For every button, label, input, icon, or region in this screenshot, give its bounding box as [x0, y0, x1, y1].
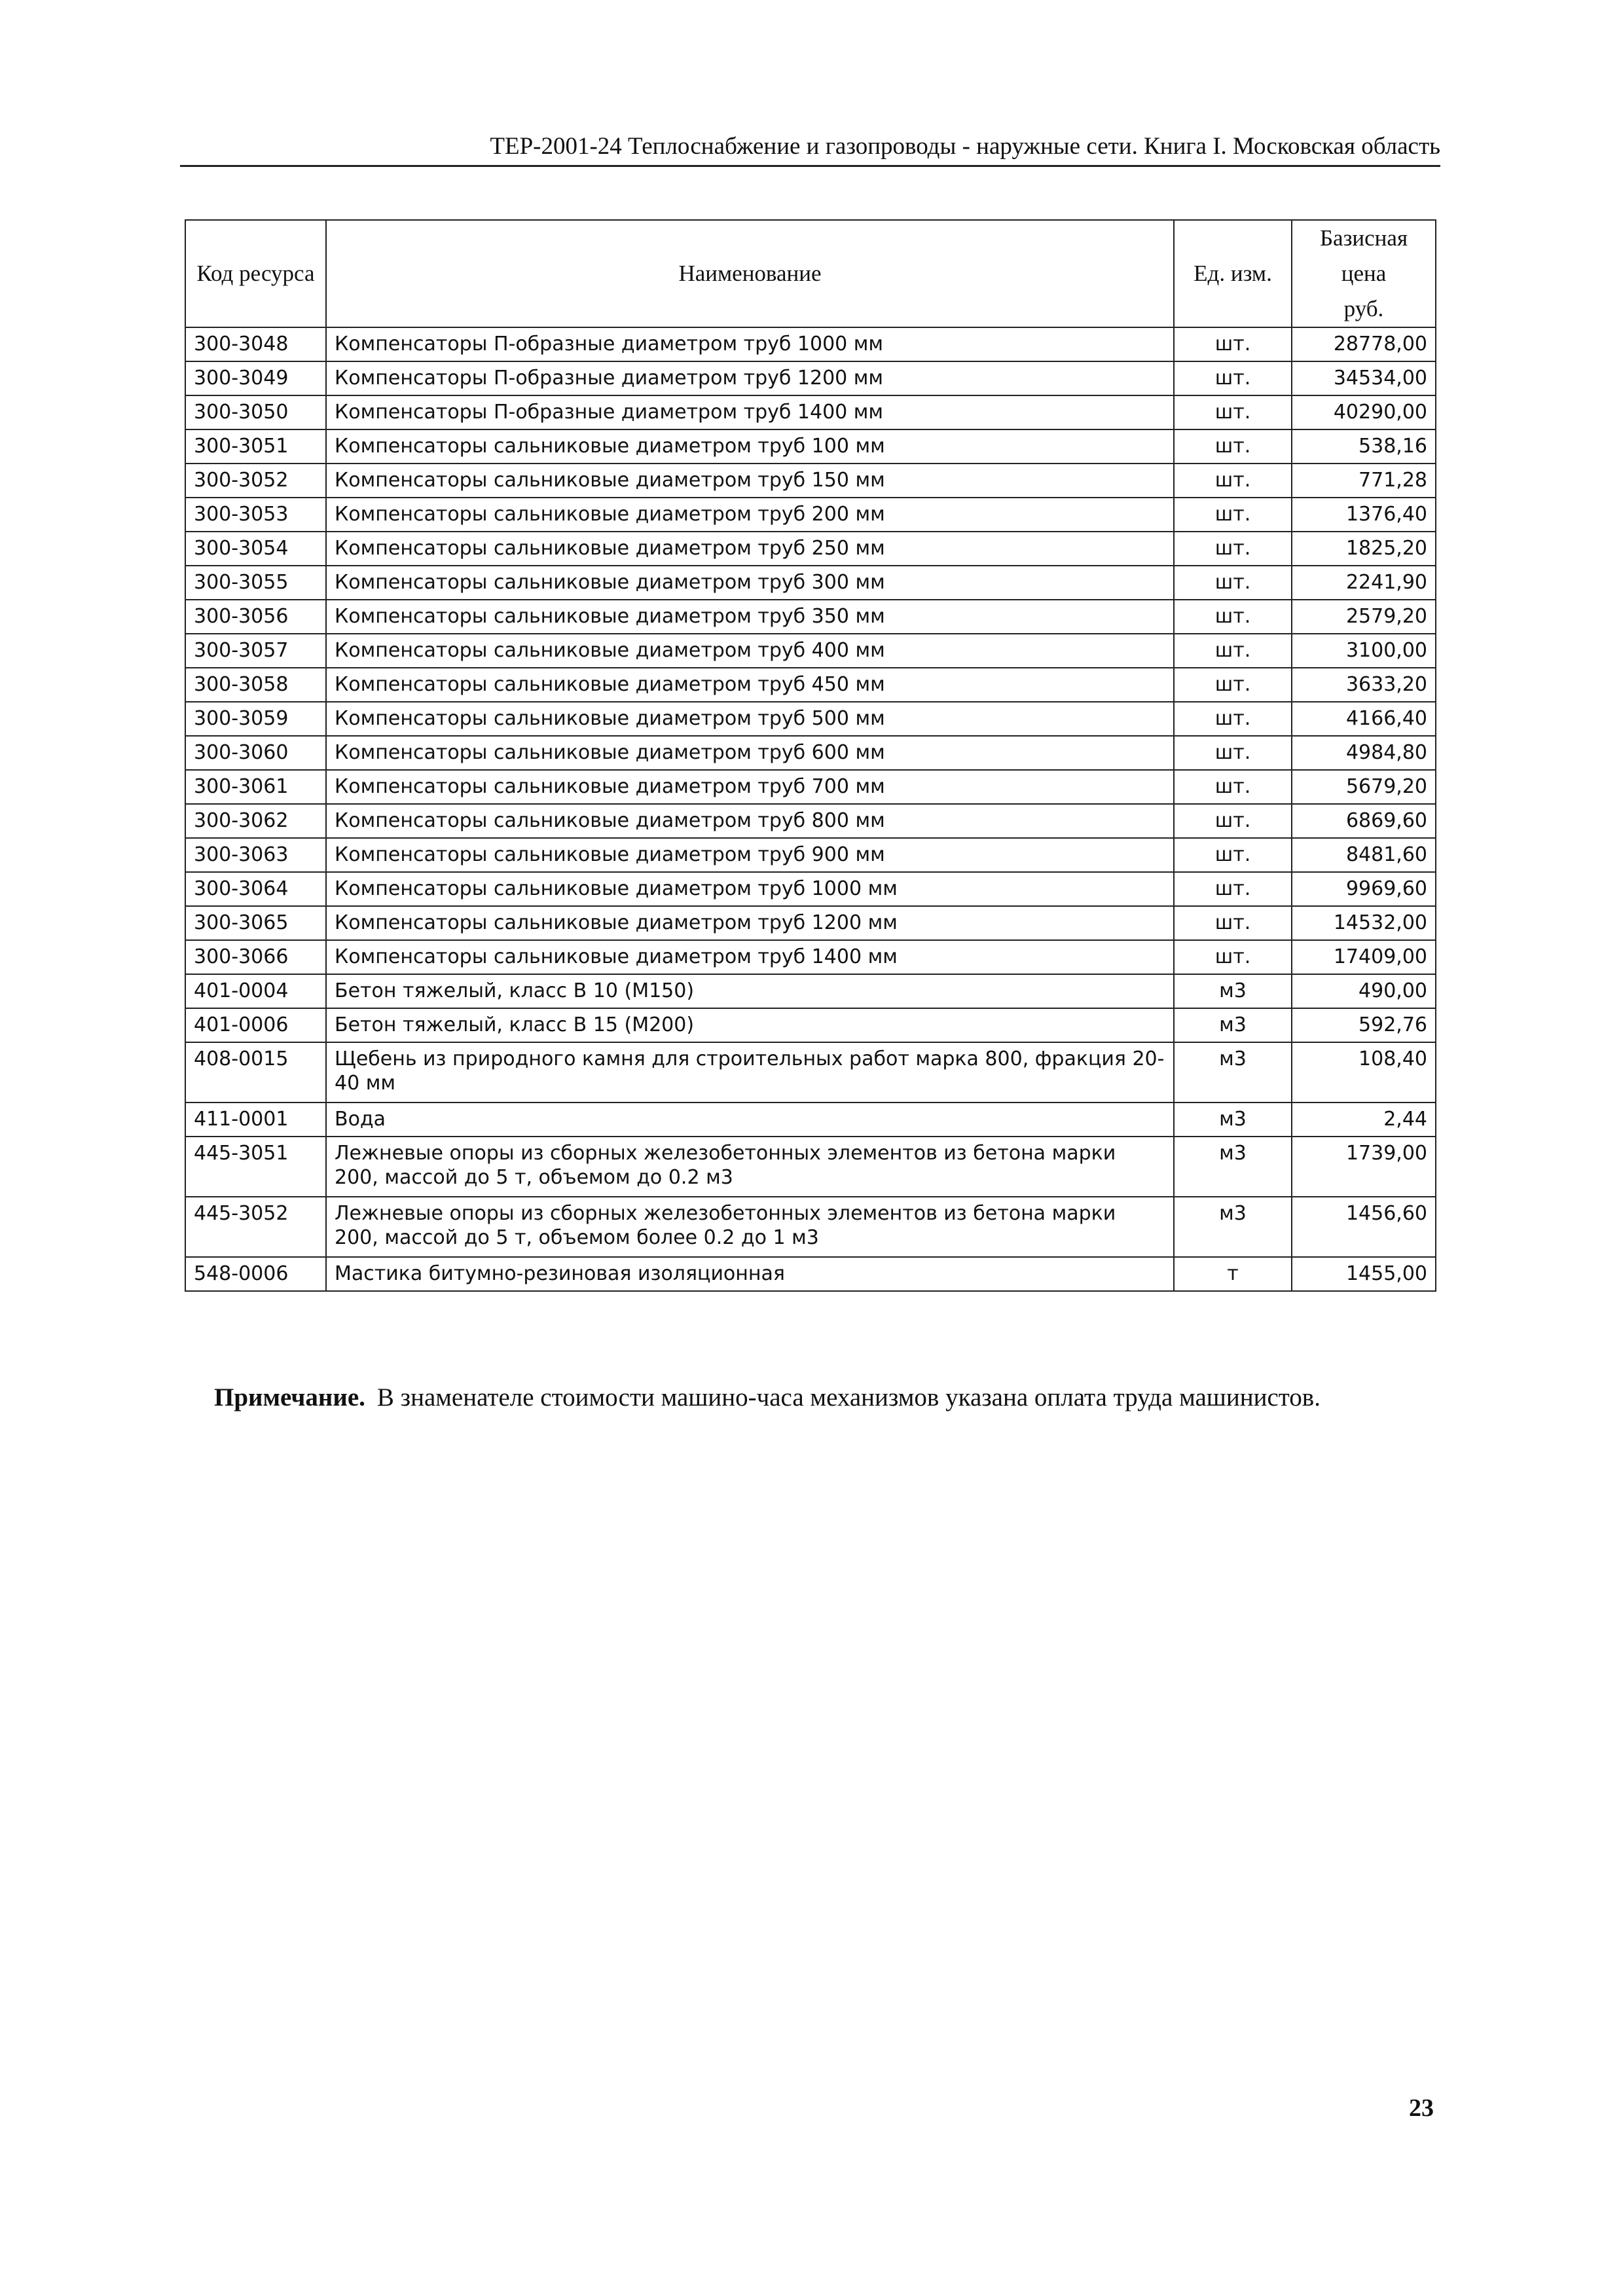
- cell-price: 28778,00: [1292, 327, 1436, 361]
- cell-code: 445-3052: [185, 1197, 326, 1257]
- cell-code: 300-3052: [185, 464, 326, 498]
- cell-price: 2241,90: [1292, 566, 1436, 600]
- cell-unit: шт.: [1174, 464, 1292, 498]
- cell-price: 1825,20: [1292, 532, 1436, 566]
- cell-price: 8481,60: [1292, 838, 1436, 872]
- table-row: [185, 804, 1436, 838]
- cell-unit: шт.: [1174, 736, 1292, 770]
- table-row: [185, 429, 1436, 464]
- cell-unit: шт.: [1174, 327, 1292, 361]
- cell-name: Компенсаторы П-образные диаметром труб 1200 мм: [326, 361, 1174, 395]
- cell-unit: м3: [1174, 974, 1292, 1008]
- cell-name: Бетон тяжелый, класс В 15 (М200): [326, 1008, 1174, 1042]
- column-header-code: Код ресурса: [185, 220, 326, 327]
- cell-unit: шт.: [1174, 361, 1292, 395]
- cell-unit: шт.: [1174, 906, 1292, 940]
- cell-code: 300-3064: [185, 872, 326, 906]
- table-row: [185, 974, 1436, 1008]
- cell-price: 6869,60: [1292, 804, 1436, 838]
- cell-unit: м3: [1174, 1008, 1292, 1042]
- table-row: [185, 668, 1436, 702]
- cell-name: Компенсаторы сальниковые диаметром труб 300 мм: [326, 566, 1174, 600]
- cell-price: 771,28: [1292, 464, 1436, 498]
- table-header-row: [185, 220, 1436, 327]
- column-header-name: Наименование: [326, 220, 1174, 327]
- table-row: [185, 600, 1436, 634]
- cell-code: 401-0006: [185, 1008, 326, 1042]
- cell-unit: шт.: [1174, 872, 1292, 906]
- table-row: [185, 464, 1436, 498]
- note-text: В знаменателе стоимости машино-часа механизмов указана оплата труда машинистов.: [376, 1383, 1321, 1412]
- cell-code: 300-3054: [185, 532, 326, 566]
- cell-code: 300-3066: [185, 940, 326, 974]
- cell-name: Мастика битумно-резиновая изоляционная: [326, 1257, 1174, 1291]
- cell-price: 2579,20: [1292, 600, 1436, 634]
- cell-price: 3633,20: [1292, 668, 1436, 702]
- cell-price: 108,40: [1292, 1042, 1436, 1102]
- cell-price: 14532,00: [1292, 906, 1436, 940]
- cell-unit: шт.: [1174, 804, 1292, 838]
- table-row: [185, 498, 1436, 532]
- cell-unit: шт.: [1174, 498, 1292, 532]
- column-header-unit: Ед. изм.: [1174, 220, 1292, 327]
- cell-code: 300-3057: [185, 634, 326, 668]
- cell-code: 300-3062: [185, 804, 326, 838]
- table-row: [185, 770, 1436, 804]
- cell-name: Лежневые опоры из сборных железобетонных элементов из бетона марки 200, массой до 5 т, объемом более 0.2 до 1 м3: [326, 1197, 1174, 1257]
- cell-unit: м3: [1174, 1102, 1292, 1137]
- cell-price: 538,16: [1292, 429, 1436, 464]
- column-header-price-line1: Базисная цена: [1319, 225, 1408, 286]
- cell-code: 411-0001: [185, 1102, 326, 1137]
- cell-name: Компенсаторы сальниковые диаметром труб 600 мм: [326, 736, 1174, 770]
- table-row: [185, 1102, 1436, 1137]
- cell-code: 300-3061: [185, 770, 326, 804]
- cell-name: Компенсаторы сальниковые диаметром труб 1200 мм: [326, 906, 1174, 940]
- note: [214, 1380, 1321, 1415]
- cell-name: Компенсаторы сальниковые диаметром труб 200 мм: [326, 498, 1174, 532]
- cell-price: 490,00: [1292, 974, 1436, 1008]
- note-label: Примечание.: [214, 1383, 365, 1412]
- cell-code: 300-3055: [185, 566, 326, 600]
- cell-price: 2,44: [1292, 1102, 1436, 1137]
- cell-price: 1376,40: [1292, 498, 1436, 532]
- cell-price: 17409,00: [1292, 940, 1436, 974]
- cell-unit: шт.: [1174, 634, 1292, 668]
- cell-name: Компенсаторы сальниковые диаметром труб 1000 мм: [326, 872, 1174, 906]
- table-row: [185, 532, 1436, 566]
- running-header: [180, 130, 1440, 167]
- table-row: [185, 872, 1436, 906]
- cell-price: 4984,80: [1292, 736, 1436, 770]
- cell-code: 300-3048: [185, 327, 326, 361]
- cell-price: 40290,00: [1292, 395, 1436, 429]
- cell-price: 1739,00: [1292, 1137, 1436, 1197]
- cell-code: 300-3049: [185, 361, 326, 395]
- cell-unit: м3: [1174, 1042, 1292, 1102]
- cell-unit: шт.: [1174, 770, 1292, 804]
- cell-code: 300-3063: [185, 838, 326, 872]
- cell-unit: шт.: [1174, 600, 1292, 634]
- cell-unit: шт.: [1174, 429, 1292, 464]
- cell-code: 300-3050: [185, 395, 326, 429]
- cell-name: Компенсаторы сальниковые диаметром труб 100 мм: [326, 429, 1174, 464]
- cell-price: 3100,00: [1292, 634, 1436, 668]
- cell-name: Компенсаторы сальниковые диаметром труб 900 мм: [326, 838, 1174, 872]
- cell-name: Компенсаторы сальниковые диаметром труб 500 мм: [326, 702, 1174, 736]
- cell-name: Компенсаторы сальниковые диаметром труб 150 мм: [326, 464, 1174, 498]
- column-header-price-line2: руб.: [1343, 296, 1384, 321]
- cell-name: Компенсаторы сальниковые диаметром труб 350 мм: [326, 600, 1174, 634]
- table-row: [185, 395, 1436, 429]
- table-row: [185, 702, 1436, 736]
- table-row: [185, 906, 1436, 940]
- table-row: [185, 1257, 1436, 1291]
- cell-name: Компенсаторы П-образные диаметром труб 1400 мм: [326, 395, 1174, 429]
- cell-name: Компенсаторы сальниковые диаметром труб 400 мм: [326, 634, 1174, 668]
- cell-name: Щебень из природного камня для строительных работ марка 800, фракция 20-40 мм: [326, 1042, 1174, 1102]
- table-row: [185, 736, 1436, 770]
- table-row: [185, 1137, 1436, 1197]
- cell-code: 445-3051: [185, 1137, 326, 1197]
- cell-price: 592,76: [1292, 1008, 1436, 1042]
- cell-code: 300-3051: [185, 429, 326, 464]
- cell-price: 4166,40: [1292, 702, 1436, 736]
- cell-price: 5679,20: [1292, 770, 1436, 804]
- cell-name: Компенсаторы сальниковые диаметром труб 450 мм: [326, 668, 1174, 702]
- cell-name: Компенсаторы сальниковые диаметром труб 250 мм: [326, 532, 1174, 566]
- cell-code: 300-3060: [185, 736, 326, 770]
- table-row: [185, 1008, 1436, 1042]
- table-row: [185, 634, 1436, 668]
- table-row: [185, 327, 1436, 361]
- cell-code: 548-0006: [185, 1257, 326, 1291]
- cell-code: 300-3058: [185, 668, 326, 702]
- cell-unit: м3: [1174, 1197, 1292, 1257]
- table-row: [185, 1042, 1436, 1102]
- resource-price-table: [185, 219, 1436, 1292]
- cell-unit: т: [1174, 1257, 1292, 1291]
- cell-unit: м3: [1174, 1137, 1292, 1197]
- cell-name: Бетон тяжелый, класс В 10 (М150): [326, 974, 1174, 1008]
- column-header-price: [1292, 220, 1436, 327]
- page-number: 23: [1409, 2094, 1434, 2122]
- cell-name: Компенсаторы П-образные диаметром труб 1000 мм: [326, 327, 1174, 361]
- cell-unit: шт.: [1174, 668, 1292, 702]
- table-row: [185, 1197, 1436, 1257]
- table-row: [185, 566, 1436, 600]
- cell-unit: шт.: [1174, 532, 1292, 566]
- cell-unit: шт.: [1174, 566, 1292, 600]
- table-row: [185, 361, 1436, 395]
- cell-code: 300-3053: [185, 498, 326, 532]
- cell-unit: шт.: [1174, 702, 1292, 736]
- cell-unit: шт.: [1174, 838, 1292, 872]
- cell-code: 300-3065: [185, 906, 326, 940]
- cell-unit: шт.: [1174, 395, 1292, 429]
- cell-name: Компенсаторы сальниковые диаметром труб 800 мм: [326, 804, 1174, 838]
- cell-price: 1456,60: [1292, 1197, 1436, 1257]
- cell-price: 34534,00: [1292, 361, 1436, 395]
- cell-unit: шт.: [1174, 940, 1292, 974]
- document-title: ТЕР-2001-24 Теплоснабжение и газопроводы - наружные сети. Книга I. Московская область: [490, 133, 1440, 160]
- table-row: [185, 940, 1436, 974]
- cell-code: 401-0004: [185, 974, 326, 1008]
- cell-name: Вода: [326, 1102, 1174, 1137]
- cell-code: 408-0015: [185, 1042, 326, 1102]
- cell-price: 1455,00: [1292, 1257, 1436, 1291]
- table-row: [185, 838, 1436, 872]
- cell-name: Компенсаторы сальниковые диаметром труб 700 мм: [326, 770, 1174, 804]
- cell-price: 9969,60: [1292, 872, 1436, 906]
- cell-code: 300-3056: [185, 600, 326, 634]
- cell-name: Компенсаторы сальниковые диаметром труб 1400 мм: [326, 940, 1174, 974]
- cell-name: Лежневые опоры из сборных железобетонных элементов из бетона марки 200, массой до 5 т, объемом до 0.2 м3: [326, 1137, 1174, 1197]
- cell-code: 300-3059: [185, 702, 326, 736]
